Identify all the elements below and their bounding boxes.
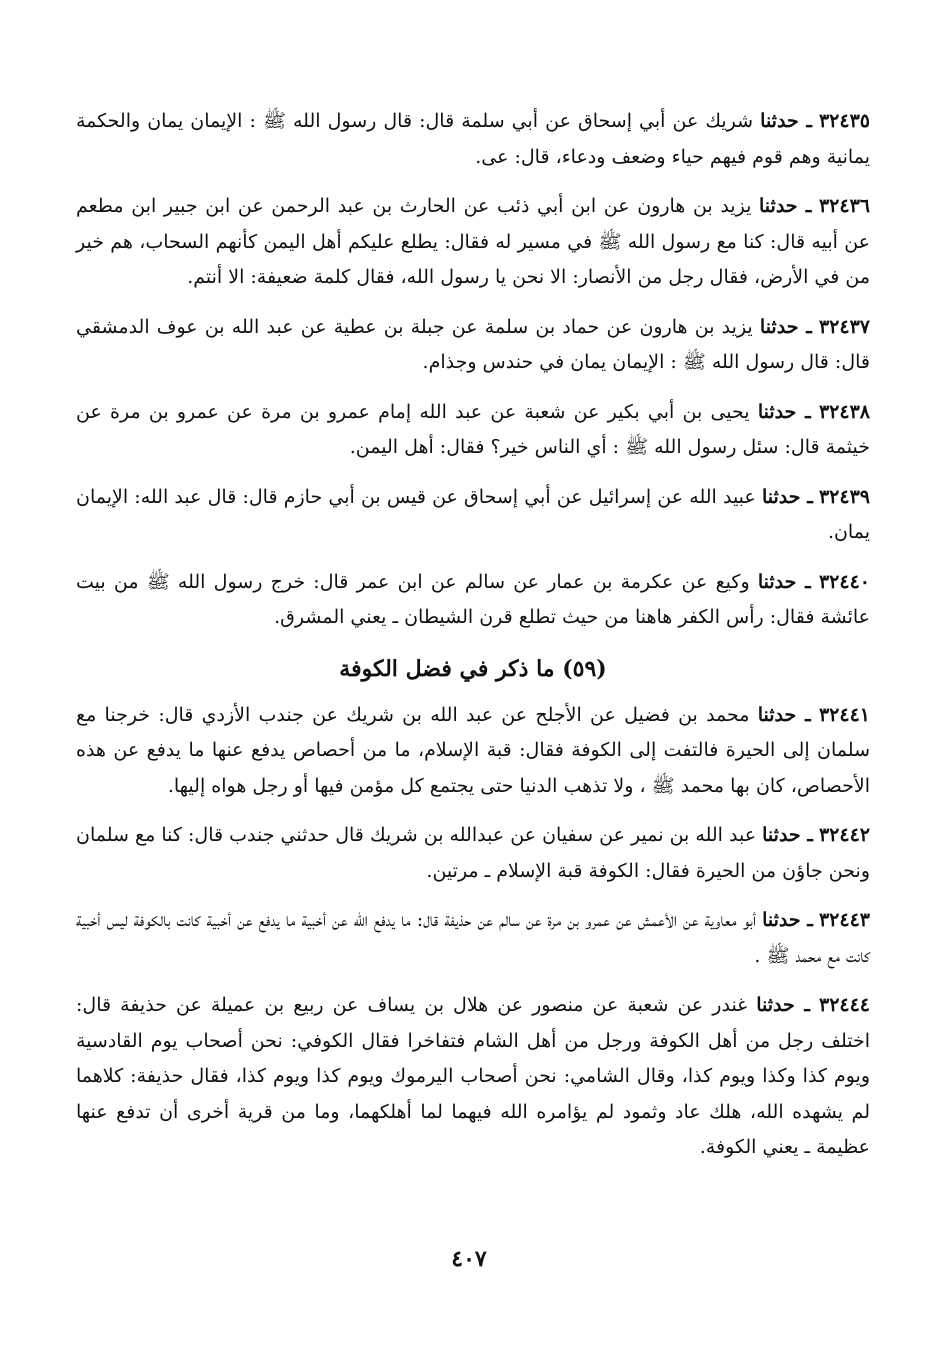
- hadith-text: أبو معاوية عن الأعمش عن عمرو بن مرة عن سالم عن حذيفة قال: ما يدفع الله عن أخبية ما يدفع عن أخبية كانت بالكوفة ليس أخبية كانت مع محمد ﷺ .: [76, 909, 870, 967]
- hadith-text: وكيع عن عكرمة بن عمار عن سالم عن ابن عمر قال: خرج رسول الله ﷺ من بيت عائشة فقال: رأس الكفر هاهنا من حيث تطلع قرن الشيطان ـ يعني المشرق.: [76, 570, 870, 628]
- hadith-text: عبيد الله عن إسرائيل عن أبي إسحاق عن قيس بن أبي حازم قال: قال عبد الله: الإيمان يمان.: [76, 485, 870, 543]
- hadith-lead: ـ حدثنا: [760, 110, 812, 132]
- hadith-32441: [76, 698, 870, 805]
- hadith-text: يزيد بن هارون عن ابن أبي ذئب عن الحارث بن عبد الرحمن عن ابن جبير ابن مطعم عن أبيه قال: كنا مع رسول الله ﷺ في مسير له فقال: يطلع عليكم أهل اليمن كأنهم السحاب، هم خير من في الأرض، فقال رجل من الأنصار: الا نحن يا رسول الله، فقال كلمة ضعيفة: الا أنتم.: [76, 195, 870, 288]
- hadith-32439: [76, 480, 870, 551]
- hadith-lead: ـ حدثنا: [759, 195, 812, 217]
- hadith-lead: ـ حدثنا: [756, 994, 810, 1016]
- hadith-lead: ـ حدثنا: [757, 400, 811, 423]
- hadith-text: يزيد بن هارون عن حماد بن سلمة عن جبلة بن عطية عن عبد الله بن عوف الدمشقي قال: قال رسول الله ﷺ : الإيمان يمان في حندس وجذام.: [76, 315, 870, 373]
- hadith-32436: [76, 189, 870, 296]
- section-title: (٥٩) ما ذكر في فضل الكوفة: [339, 655, 607, 682]
- hadith-32440: [76, 565, 870, 636]
- hadith-number: ٣٢٤٤٣: [818, 909, 870, 931]
- hadith-lead: ـ حدثنا: [762, 824, 813, 846]
- hadith-lead: ـ حدثنا: [761, 485, 813, 508]
- hadith-number: ٣٢٤٤٤: [818, 994, 871, 1016]
- hadith-32444: [76, 988, 870, 1166]
- hadith-text: عبد الله بن نمير عن سفيان عن عبدالله بن شريك قال حدثني جندب قال: كنا مع سلمان ونحن جاؤن من الحيرة فقال: الكوفة قبة الإسلام ـ مرتين.: [76, 824, 870, 882]
- hadith-number: ٣٢٤٣٩: [818, 485, 870, 508]
- hadith-32443: [76, 903, 870, 974]
- hadith-lead: ـ حدثنا: [759, 315, 812, 338]
- hadith-32437: [76, 310, 870, 381]
- hadith-text: محمد بن فضيل عن الأجلح عن عبد الله بن شريك عن جندب الأزدي قال: خرجنا مع سلمان إلى الحيرة فالتفت إلى الكوفة فقال: قبة الإسلام، ما من أحصاص يدفع عنها ما يدفع عن هذه الأحصاص، كان بها محمد ﷺ ، ولا تذهب الدنيا حتى يجتمع كل مؤمن فيها أو رجل هواه إليها.: [76, 703, 870, 797]
- hadith-number: ٣٢٤٤٢: [818, 824, 870, 846]
- hadith-number: ٣٢٤٣٨: [818, 400, 870, 423]
- hadith-text: يحيى بن أبي بكير عن شعبة عن عبد الله إمام عمرو بن مرة عن عمرو بن مرة عن خيثمة قال: سئل رسول الله ﷺ : أي الناس خير؟ فقال: أهل اليمن.: [76, 400, 870, 458]
- page-number: ٤٠٧: [451, 1246, 487, 1272]
- hadith-32438: [76, 395, 870, 466]
- hadith-number: ٣٢٤٣٦: [818, 195, 870, 217]
- hadith-text: شريك عن أبي إسحاق عن أبي سلمة قال: قال رسول الله ﷺ : الإيمان يمان والحكمة يمانية وهم قوم فيهم حياء وضعف ودعاء، قال: عى.: [76, 110, 870, 168]
- hadith-lead: ـ حدثنا: [762, 909, 813, 931]
- hadith-lead: ـ حدثنا: [757, 570, 811, 593]
- hadith-number: ٣٢٤٤١: [818, 703, 870, 726]
- hadith-number: ٣٢٤٣٧: [818, 315, 870, 338]
- hadith-number: ٣٢٤٤٠: [818, 570, 870, 593]
- hadith-lead: ـ حدثنا: [757, 703, 811, 726]
- hadith-32435: [76, 104, 870, 175]
- hadith-32442: [76, 818, 870, 889]
- hadith-text: غندر عن شعبة عن منصور عن هلال بن يساف عن ربيع بن عميلة عن حذيفة قال: اختلف رجل من أهل الكوفة ورجل من أهل الشام فتفاخرا فقال الكوفي: نحن أصحاب يوم القادسية ويوم كذا وكذا ويوم كذا، وقال الشامي: نحن أصحاب اليرموك ويوم كذا ويوم كذا، فقال حذيفة: كلاهما لم يشهده الله، هلك عاد وثمود لم يؤامره الله فيهما لما أهلكهما، وما من قرية أخرى أن تدفع عنها عظيمة ـ يعني الكوفة.: [76, 994, 870, 1158]
- page-body: [76, 104, 870, 1180]
- hadith-number: ٣٢٤٣٥: [818, 110, 870, 132]
